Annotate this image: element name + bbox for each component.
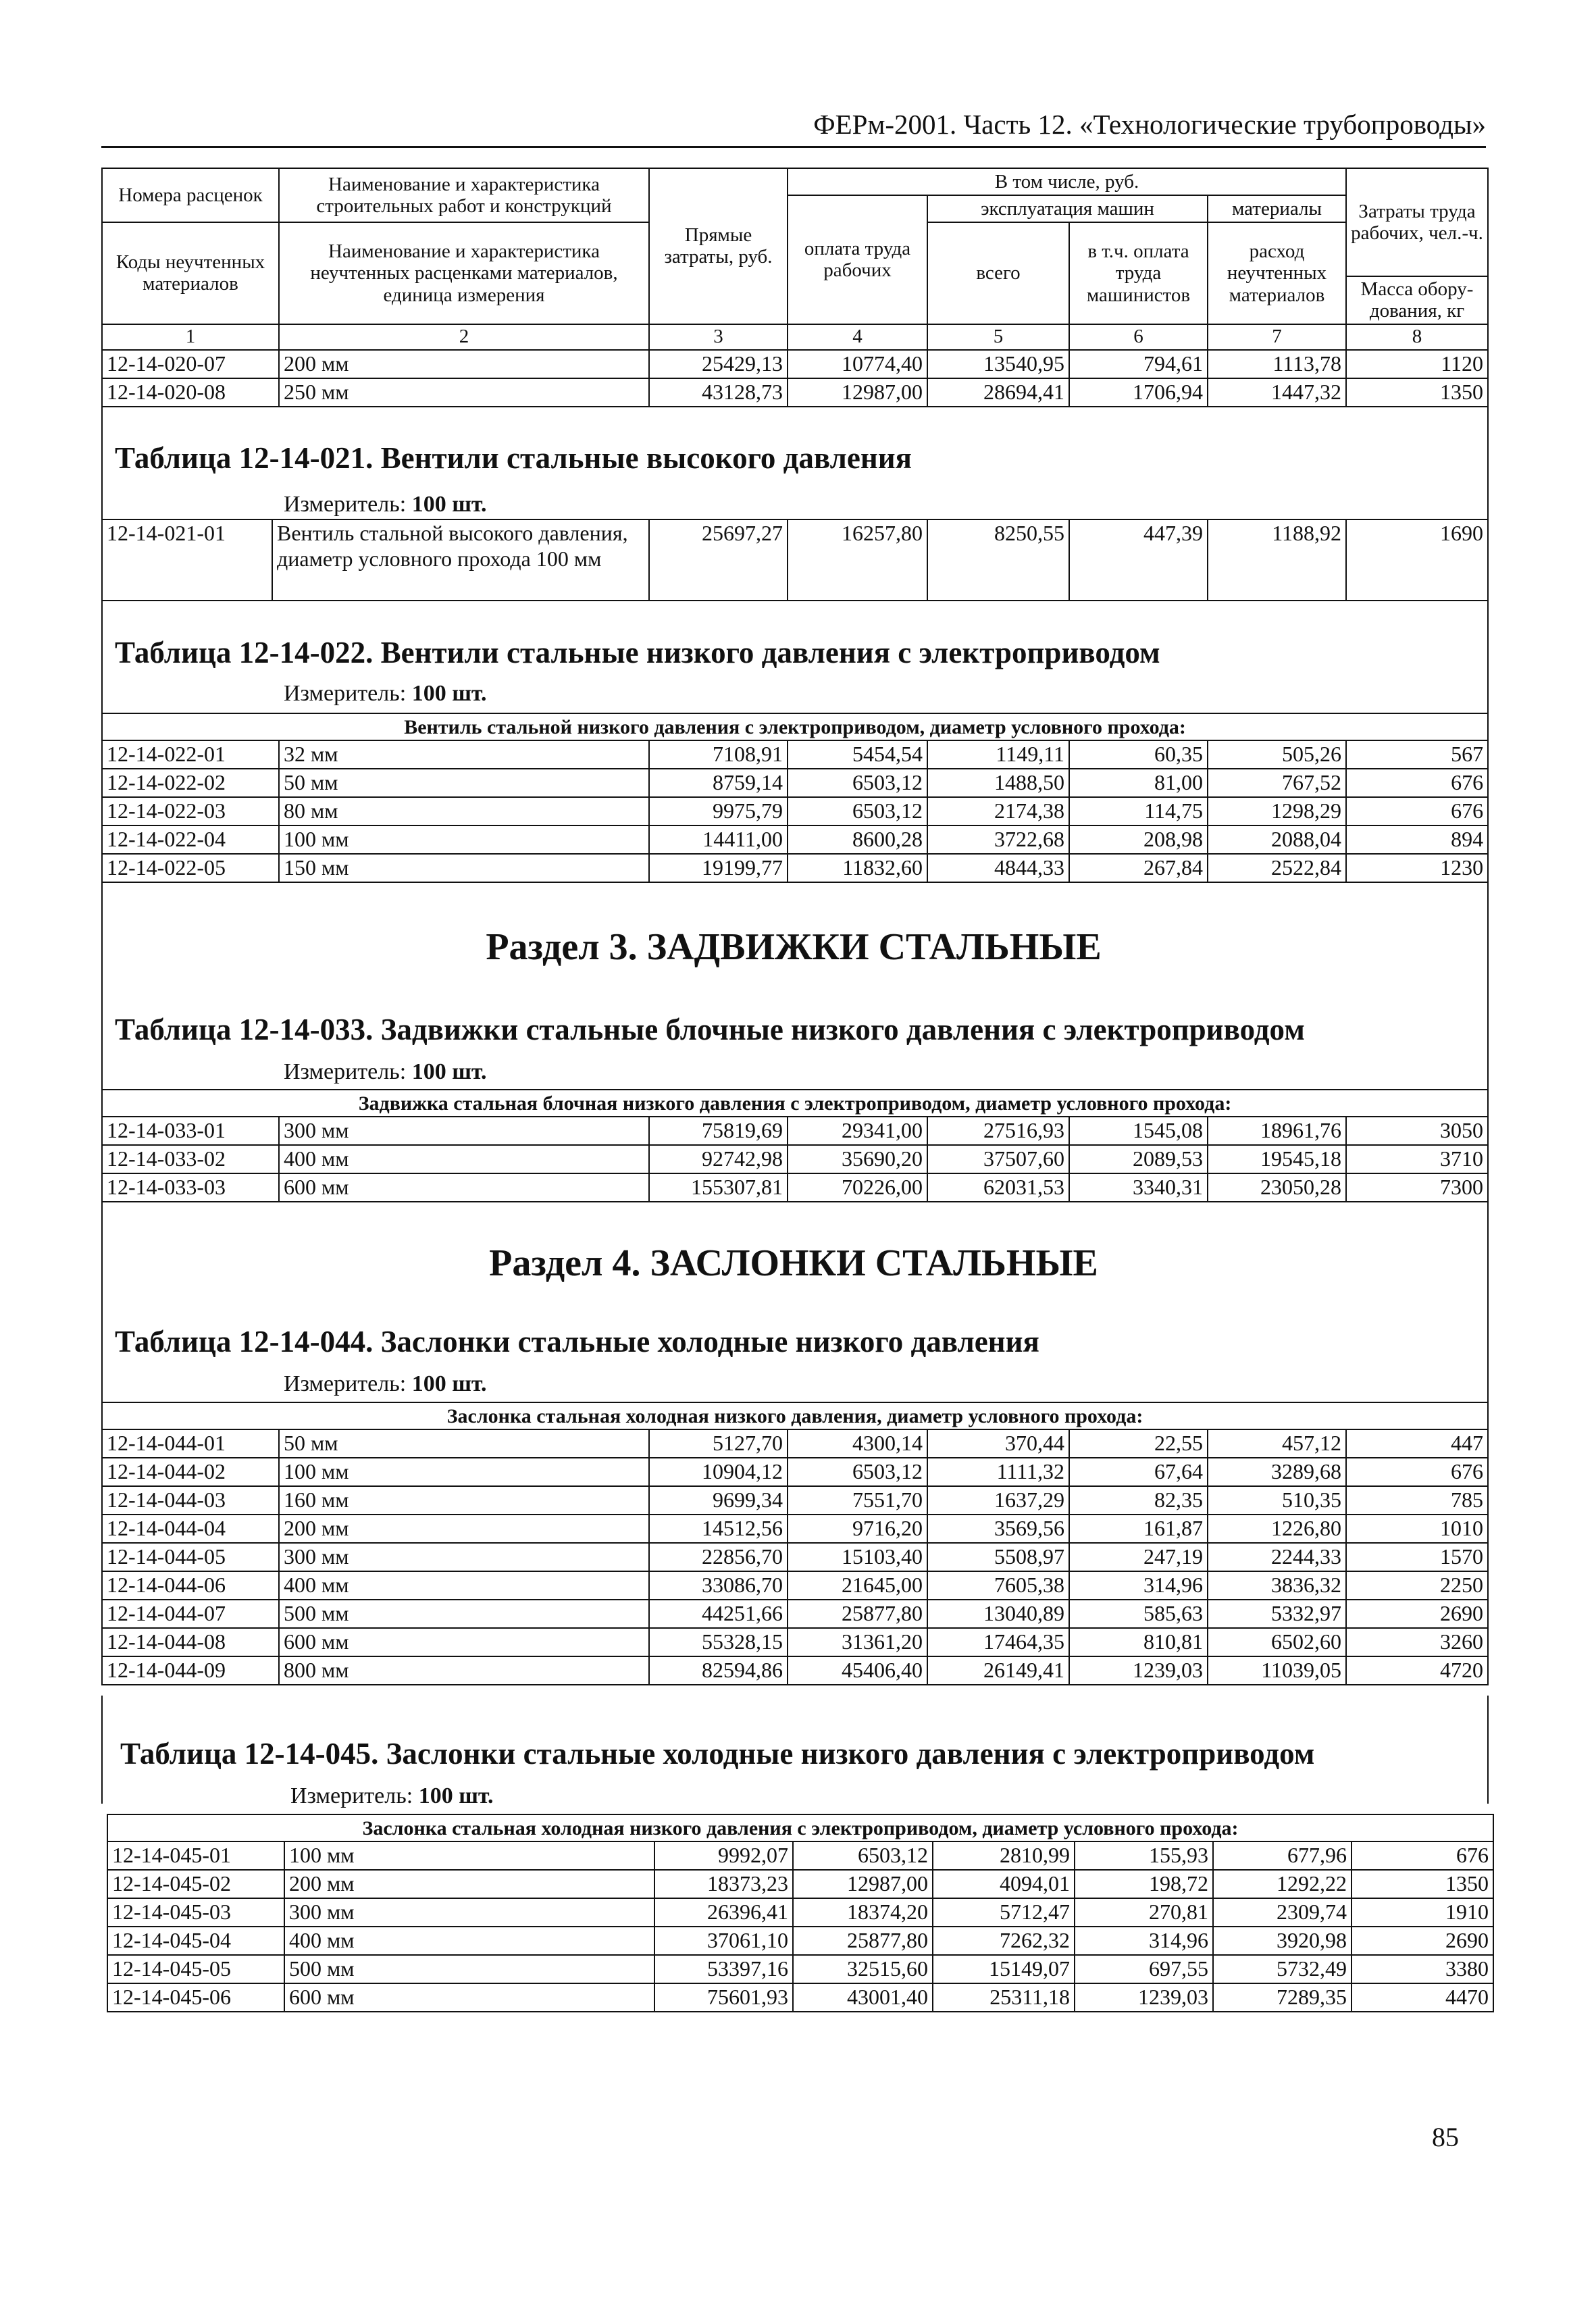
row-labor: 567: [1346, 740, 1488, 769]
row-labor-pay: 29341,00: [788, 1117, 927, 1145]
col-number: 2: [279, 324, 649, 350]
row-direct: 19199,77: [649, 854, 788, 882]
row-materials: 505,26: [1208, 740, 1346, 769]
row-code: 12-14-020-08: [102, 378, 279, 407]
col-header-codes-unaccounted: Коды неучтенных материалов: [102, 222, 279, 324]
table-021: [101, 519, 1489, 601]
row-name: 400 мм: [279, 1571, 649, 1600]
col-number: 7: [1208, 324, 1346, 350]
row-code: 12-14-033-03: [102, 1173, 279, 1202]
row-code: 12-14-044-09: [102, 1656, 279, 1685]
row-materials: 1113,78: [1208, 350, 1346, 378]
col-header-labor: Затраты труда рабочих, чел.-ч.: [1346, 168, 1488, 276]
row-direct: 37061,10: [654, 1927, 793, 1955]
row-name: 600 мм: [279, 1628, 649, 1656]
page-number: 85: [1432, 2122, 1459, 2152]
table-subheading: Вентиль стальной низкого давления с электроприводом, диаметр условного прохода:: [102, 713, 1488, 740]
row-code: 12-14-022-05: [102, 854, 279, 882]
col-header-labor-pay: оплата труда рабочих: [788, 195, 927, 324]
row-code: 12-14-045-06: [107, 1983, 284, 2012]
row-direct: 92742,98: [649, 1145, 788, 1173]
row-mach-all: 62031,53: [927, 1173, 1069, 1202]
unit-line: [290, 1783, 494, 1809]
row-mach-all: 5508,97: [927, 1543, 1069, 1571]
row-mach-all: 5712,47: [933, 1898, 1075, 1927]
row-labor: 2690: [1346, 1600, 1488, 1628]
unit-line: [284, 1371, 487, 1397]
row-materials: 11039,05: [1208, 1656, 1346, 1685]
col-number: 1: [102, 324, 279, 350]
row-materials: 1292,22: [1213, 1870, 1352, 1898]
row-mach-all: 13040,89: [927, 1600, 1069, 1628]
row-name: 200 мм: [279, 350, 649, 378]
row-name: 200 мм: [284, 1870, 654, 1898]
row-materials: 510,35: [1208, 1486, 1346, 1515]
row-code: 12-14-033-02: [102, 1145, 279, 1173]
table-row: [107, 1898, 1493, 1927]
row-labor-pay: 8600,28: [788, 825, 927, 854]
row-mach-incl: 2089,53: [1069, 1145, 1208, 1173]
row-mach-all: 13540,95: [927, 350, 1069, 378]
table-row: [102, 350, 1488, 378]
row-labor-pay: 25877,80: [793, 1927, 933, 1955]
table-row: [102, 1486, 1488, 1515]
row-labor: 3710: [1346, 1145, 1488, 1173]
row-direct: 155307,81: [649, 1173, 788, 1202]
row-mach-incl: 1545,08: [1069, 1117, 1208, 1145]
row-code: 12-14-045-01: [107, 1841, 284, 1870]
row-direct: 25429,13: [649, 350, 788, 378]
table-title: Таблица 12-14-044. Заслонки стальные холодные низкого давления: [115, 1325, 1039, 1358]
row-materials: 1298,29: [1208, 797, 1346, 825]
row-code: 12-14-045-04: [107, 1927, 284, 1955]
row-materials: 5332,97: [1208, 1600, 1346, 1628]
row-materials: 18961,76: [1208, 1117, 1346, 1145]
table-row: [102, 797, 1488, 825]
row-code: 12-14-044-04: [102, 1515, 279, 1543]
row-labor-pay: 16257,80: [788, 519, 927, 601]
table-row: [107, 1927, 1493, 1955]
row-mach-incl: 794,61: [1069, 350, 1208, 378]
row-labor: 4470: [1352, 1983, 1493, 2012]
row-mach-all: 28694,41: [927, 378, 1069, 407]
col-header-machines: эксплуатация машин: [927, 195, 1208, 222]
row-mach-all: 4844,33: [927, 854, 1069, 882]
row-mach-incl: 267,84: [1069, 854, 1208, 882]
table-022: [101, 713, 1489, 883]
row-mach-incl: 198,72: [1075, 1870, 1213, 1898]
col-header-direct: Прямые затраты, руб.: [649, 168, 788, 324]
row-direct: 82594,86: [649, 1656, 788, 1685]
row-name: 100 мм: [279, 825, 649, 854]
row-direct: 9992,07: [654, 1841, 793, 1870]
row-code: 12-14-044-05: [102, 1543, 279, 1571]
row-direct: 44251,66: [649, 1600, 788, 1628]
table-row: [102, 1628, 1488, 1656]
table-044: [101, 1402, 1489, 1685]
row-mach-incl: 67,64: [1069, 1458, 1208, 1486]
row-mach-all: 26149,41: [927, 1656, 1069, 1685]
row-name: 160 мм: [279, 1486, 649, 1515]
row-labor-pay: 25877,80: [788, 1600, 927, 1628]
row-labor-pay: 18374,20: [793, 1898, 933, 1927]
row-materials: 3836,32: [1208, 1571, 1346, 1600]
row-code: 12-14-044-01: [102, 1429, 279, 1458]
row-labor: 3260: [1346, 1628, 1488, 1656]
row-name: 80 мм: [279, 797, 649, 825]
row-code: 12-14-022-04: [102, 825, 279, 854]
row-name: 300 мм: [279, 1543, 649, 1571]
row-materials: 1447,32: [1208, 378, 1346, 407]
row-code: 12-14-045-02: [107, 1870, 284, 1898]
table-title: Таблица 12-14-033. Задвижки стальные блочные низкого давления с электроприводом: [115, 1013, 1305, 1046]
row-materials: 767,52: [1208, 769, 1346, 797]
row-direct: 53397,16: [654, 1955, 793, 1983]
row-labor-pay: 5454,54: [788, 740, 927, 769]
row-name: 50 мм: [279, 769, 649, 797]
row-name: 150 мм: [279, 854, 649, 882]
row-materials: 3920,98: [1213, 1927, 1352, 1955]
row-labor-pay: 4300,14: [788, 1429, 927, 1458]
table-row: [102, 1600, 1488, 1628]
table-row: [102, 769, 1488, 797]
section-title: Раздел 3. ЗАДВИЖКИ СТАЛЬНЫЕ: [486, 926, 1102, 968]
table-row: [102, 825, 1488, 854]
table-row: [102, 1543, 1488, 1571]
row-mach-incl: 22,55: [1069, 1429, 1208, 1458]
row-mach-incl: 810,81: [1069, 1628, 1208, 1656]
row-labor: 3380: [1352, 1955, 1493, 1983]
row-mach-all: 1637,29: [927, 1486, 1069, 1515]
row-labor-pay: 12987,00: [793, 1870, 933, 1898]
row-direct: 22856,70: [649, 1543, 788, 1571]
row-direct: 8759,14: [649, 769, 788, 797]
row-direct: 75601,93: [654, 1983, 793, 2012]
row-direct: 25697,27: [649, 519, 788, 601]
table-row: [107, 1841, 1493, 1870]
col-number: 8: [1346, 324, 1488, 350]
table-row: [107, 1955, 1493, 1983]
row-mach-all: 3569,56: [927, 1515, 1069, 1543]
col-number: 3: [649, 324, 788, 350]
row-labor: 676: [1346, 1458, 1488, 1486]
table-subheading: Задвижка стальная блочная низкого давления с электроприводом, диаметр условного прохода:: [102, 1090, 1488, 1117]
table-row: [102, 1571, 1488, 1600]
row-mach-incl: 247,19: [1069, 1543, 1208, 1571]
unit-label: Измеритель:: [284, 681, 407, 706]
col-header-mass: Масса обору- дования, кг: [1346, 276, 1488, 324]
row-code: 12-14-021-01: [102, 519, 272, 601]
row-code: 12-14-022-01: [102, 740, 279, 769]
row-mach-all: 1111,32: [927, 1458, 1069, 1486]
col-header-codes: Номера расценок: [102, 168, 279, 222]
row-name: 600 мм: [279, 1173, 649, 1202]
row-labor: 1350: [1346, 378, 1488, 407]
row-code: 12-14-033-01: [102, 1117, 279, 1145]
col-header-name-unaccounted: Наименование и характеристика неучтенных расценками материалов, единица измерения: [279, 222, 649, 324]
row-mach-incl: 1239,03: [1075, 1983, 1213, 2012]
row-materials: 1226,80: [1208, 1515, 1346, 1543]
row-labor-pay: 15103,40: [788, 1543, 927, 1571]
table-row: [102, 1117, 1488, 1145]
row-mach-all: 25311,18: [933, 1983, 1075, 2012]
row-name: 300 мм: [279, 1117, 649, 1145]
col-number: 5: [927, 324, 1069, 350]
row-labor: 785: [1346, 1486, 1488, 1515]
row-mach-incl: 447,39: [1069, 519, 1208, 601]
row-direct: 10904,12: [649, 1458, 788, 1486]
unit-line: [284, 681, 487, 707]
header-rule: [101, 146, 1486, 148]
table-row: [102, 1458, 1488, 1486]
row-mach-incl: 314,96: [1075, 1927, 1213, 1955]
row-name: 800 мм: [279, 1656, 649, 1685]
unit-line: [284, 492, 487, 517]
row-mach-incl: 60,35: [1069, 740, 1208, 769]
row-code: 12-14-044-02: [102, 1458, 279, 1486]
table-row: [102, 854, 1488, 882]
table-row: [102, 519, 1488, 601]
row-labor-pay: 6503,12: [788, 1458, 927, 1486]
row-name: 500 мм: [279, 1600, 649, 1628]
row-materials: 2244,33: [1208, 1543, 1346, 1571]
table-row: [102, 1656, 1488, 1685]
row-mach-incl: 82,35: [1069, 1486, 1208, 1515]
row-materials: 6502,60: [1208, 1628, 1346, 1656]
row-labor: 676: [1352, 1841, 1493, 1870]
row-labor: 894: [1346, 825, 1488, 854]
row-direct: 5127,70: [649, 1429, 788, 1458]
row-materials: 457,12: [1208, 1429, 1346, 1458]
col-header-mach-incl: в т.ч. оплата труда машинистов: [1069, 222, 1208, 324]
unit-label: Измеритель:: [290, 1783, 413, 1808]
row-labor-pay: 32515,60: [793, 1955, 933, 1983]
row-materials: 23050,28: [1208, 1173, 1346, 1202]
row-mach-incl: 155,93: [1075, 1841, 1213, 1870]
row-name: 50 мм: [279, 1429, 649, 1458]
row-code: 12-14-045-03: [107, 1898, 284, 1927]
table-title: Таблица 12-14-022. Вентили стальные низкого давления с электроприводом: [115, 636, 1160, 669]
table-row: [102, 1145, 1488, 1173]
unit-value: 100 шт.: [411, 492, 487, 517]
row-labor-pay: 6503,12: [793, 1841, 933, 1870]
col-header-materials: материалы: [1208, 195, 1346, 222]
row-labor: 447: [1346, 1429, 1488, 1458]
row-mach-incl: 208,98: [1069, 825, 1208, 854]
row-mach-incl: 697,55: [1075, 1955, 1213, 1983]
row-materials: 677,96: [1213, 1841, 1352, 1870]
row-materials: 5732,49: [1213, 1955, 1352, 1983]
row-name: 500 мм: [284, 1955, 654, 1983]
row-labor-pay: 6503,12: [788, 769, 927, 797]
row-mach-incl: 3340,31: [1069, 1173, 1208, 1202]
row-labor: 1120: [1346, 350, 1488, 378]
row-name: 200 мм: [279, 1515, 649, 1543]
row-materials: 3289,68: [1208, 1458, 1346, 1486]
col-number: 6: [1069, 324, 1208, 350]
row-labor: 1690: [1346, 519, 1488, 601]
row-mach-all: 17464,35: [927, 1628, 1069, 1656]
table-row: [102, 1429, 1488, 1458]
row-name: 250 мм: [279, 378, 649, 407]
row-mach-incl: 114,75: [1069, 797, 1208, 825]
row-direct: 33086,70: [649, 1571, 788, 1600]
page-header: ФЕРм-2001. Часть 12. «Технологические трубопроводы»: [813, 109, 1486, 140]
row-labor: 2250: [1346, 1571, 1488, 1600]
col-header-incl: В том числе, руб.: [788, 168, 1346, 195]
row-name: 100 мм: [284, 1841, 654, 1870]
row-code: 12-14-020-07: [102, 350, 279, 378]
row-materials: 1188,92: [1208, 519, 1346, 601]
row-mach-incl: 270,81: [1075, 1898, 1213, 1927]
row-labor-pay: 70226,00: [788, 1173, 927, 1202]
section-title: Раздел 4. ЗАСЛОНКИ СТАЛЬНЫЕ: [489, 1242, 1098, 1284]
row-labor-pay: 6503,12: [788, 797, 927, 825]
table-subheading: Заслонка стальная холодная низкого давления, диаметр условного прохода:: [102, 1402, 1488, 1429]
row-direct: 26396,41: [654, 1898, 793, 1927]
row-labor: 2690: [1352, 1927, 1493, 1955]
table-subheading: Заслонка стальная холодная низкого давления с электроприводом, диаметр условного прохода:: [107, 1814, 1493, 1841]
row-mach-incl: 81,00: [1069, 769, 1208, 797]
row-direct: 55328,15: [649, 1628, 788, 1656]
col-header-name: Наименование и характеристика строительных работ и конструкций: [279, 168, 649, 222]
table-row: [107, 1983, 1493, 2012]
row-name: 400 мм: [279, 1145, 649, 1173]
unit-value: 100 шт.: [411, 1059, 487, 1084]
row-direct: 9699,34: [649, 1486, 788, 1515]
row-code: 12-14-045-05: [107, 1955, 284, 1983]
row-labor-pay: 9716,20: [788, 1515, 927, 1543]
row-mach-all: 2174,38: [927, 797, 1069, 825]
col-number: 4: [788, 324, 927, 350]
row-direct: 9975,79: [649, 797, 788, 825]
unit-label: Измеритель:: [284, 1059, 407, 1084]
row-labor-pay: 21645,00: [788, 1571, 927, 1600]
table-row: [102, 740, 1488, 769]
row-name: Вентиль стальной высокого давления, диаметр условного прохода 100 мм: [272, 519, 649, 601]
table-row: [102, 378, 1488, 407]
row-labor: 1570: [1346, 1543, 1488, 1571]
col-header-mat-exp: расход неучтенных материалов: [1208, 222, 1346, 324]
row-code: 12-14-022-02: [102, 769, 279, 797]
unit-label: Измеритель:: [284, 1371, 407, 1396]
table-045: [107, 1814, 1494, 2012]
unit-value: 100 шт.: [418, 1783, 494, 1808]
row-mach-all: 1149,11: [927, 740, 1069, 769]
row-materials: 7289,35: [1213, 1983, 1352, 2012]
row-materials: 19545,18: [1208, 1145, 1346, 1173]
row-mach-incl: 161,87: [1069, 1515, 1208, 1543]
row-mach-incl: 585,63: [1069, 1600, 1208, 1628]
row-name: 400 мм: [284, 1927, 654, 1955]
row-code: 12-14-022-03: [102, 797, 279, 825]
row-code: 12-14-044-03: [102, 1486, 279, 1515]
row-mach-all: 1488,50: [927, 769, 1069, 797]
table-033: [101, 1089, 1489, 1202]
row-direct: 75819,69: [649, 1117, 788, 1145]
row-materials: 2088,04: [1208, 825, 1346, 854]
row-labor: 1230: [1346, 854, 1488, 882]
row-labor: 676: [1346, 797, 1488, 825]
row-direct: 7108,91: [649, 740, 788, 769]
table-title: Таблица 12-14-021. Вентили стальные высокого давления: [115, 441, 912, 475]
row-name: 100 мм: [279, 1458, 649, 1486]
row-name: 300 мм: [284, 1898, 654, 1927]
row-labor: 1010: [1346, 1515, 1488, 1543]
table-title: Таблица 12-14-045. Заслонки стальные холодные низкого давления с электроприводом: [120, 1737, 1315, 1771]
row-mach-all: 3722,68: [927, 825, 1069, 854]
row-mach-all: 15149,07: [933, 1955, 1075, 1983]
table-row: [102, 1173, 1488, 1202]
row-mach-incl: 1706,94: [1069, 378, 1208, 407]
row-mach-all: 4094,01: [933, 1870, 1075, 1898]
unit-label: Измеритель:: [284, 492, 407, 517]
table-row: [107, 1870, 1493, 1898]
row-code: 12-14-044-07: [102, 1600, 279, 1628]
row-mach-all: 2810,99: [933, 1841, 1075, 1870]
row-labor-pay: 11832,60: [788, 854, 927, 882]
row-labor: 1350: [1352, 1870, 1493, 1898]
row-direct: 14512,56: [649, 1515, 788, 1543]
row-labor-pay: 7551,70: [788, 1486, 927, 1515]
row-name: 32 мм: [279, 740, 649, 769]
row-mach-all: 8250,55: [927, 519, 1069, 601]
row-mach-incl: 314,96: [1069, 1571, 1208, 1600]
row-labor: 4720: [1346, 1656, 1488, 1685]
unit-line: [284, 1059, 487, 1085]
row-direct: 43128,73: [649, 378, 788, 407]
row-code: 12-14-044-08: [102, 1628, 279, 1656]
row-labor-pay: 35690,20: [788, 1145, 927, 1173]
col-header-mach-all: всего: [927, 222, 1069, 324]
row-materials: 2522,84: [1208, 854, 1346, 882]
row-labor-pay: 10774,40: [788, 350, 927, 378]
row-mach-incl: 1239,03: [1069, 1656, 1208, 1685]
row-labor-pay: 31361,20: [788, 1628, 927, 1656]
row-direct: 18373,23: [654, 1870, 793, 1898]
table-row: [102, 1515, 1488, 1543]
row-labor-pay: 43001,40: [793, 1983, 933, 2012]
row-mach-all: 27516,93: [927, 1117, 1069, 1145]
unit-value: 100 шт.: [411, 1371, 487, 1396]
row-labor: 676: [1346, 769, 1488, 797]
row-materials: 2309,74: [1213, 1898, 1352, 1927]
row-direct: 14411,00: [649, 825, 788, 854]
row-code: 12-14-044-06: [102, 1571, 279, 1600]
row-labor-pay: 12987,00: [788, 378, 927, 407]
row-labor: 3050: [1346, 1117, 1488, 1145]
row-mach-all: 37507,60: [927, 1145, 1069, 1173]
row-labor: 7300: [1346, 1173, 1488, 1202]
row-mach-all: 7262,32: [933, 1927, 1075, 1955]
header-table: [101, 168, 1489, 407]
row-name: 600 мм: [284, 1983, 654, 2012]
row-labor: 1910: [1352, 1898, 1493, 1927]
unit-value: 100 шт.: [411, 681, 487, 706]
row-mach-all: 7605,38: [927, 1571, 1069, 1600]
row-mach-all: 370,44: [927, 1429, 1069, 1458]
row-labor-pay: 45406,40: [788, 1656, 927, 1685]
